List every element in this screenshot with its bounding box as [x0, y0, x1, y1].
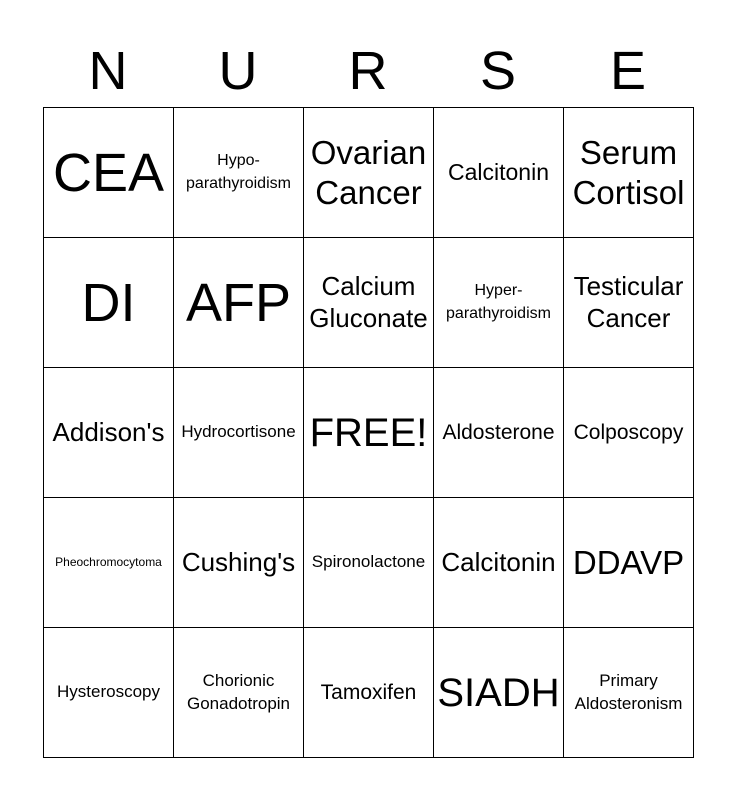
bingo-cell[interactable]	[304, 498, 434, 628]
bingo-cell[interactable]	[44, 628, 174, 758]
bingo-cell[interactable]	[564, 628, 694, 758]
bingo-cell[interactable]	[44, 108, 174, 238]
cell-label: Testicular Cancer	[573, 270, 684, 333]
cell-label: Spironolactone	[311, 552, 426, 572]
cell-label: AFP	[185, 272, 292, 333]
cell-label: Chorionic Gonadotropin	[186, 671, 291, 713]
cell-label: Hydrocortisone	[181, 422, 296, 442]
bingo-cell[interactable]	[304, 628, 434, 758]
bingo-header	[43, 40, 693, 102]
bingo-cell[interactable]	[44, 238, 174, 368]
cell-label: Hysteroscopy	[57, 682, 160, 702]
bingo-cell[interactable]	[174, 498, 304, 628]
bingo-cell[interactable]	[44, 368, 174, 498]
bingo-cell[interactable]	[174, 238, 304, 368]
header-letter-e: E	[609, 41, 647, 101]
cell-label: Cushing's	[181, 546, 296, 577]
header-letter-s: S	[479, 41, 517, 101]
cell-label: CEA	[52, 142, 165, 203]
bingo-cell[interactable]	[434, 108, 564, 238]
bingo-cell[interactable]	[44, 498, 174, 628]
cell-label: Colposcopy	[573, 420, 684, 444]
free-space-label: FREE!	[309, 410, 428, 455]
cell-label: Calcitonin	[448, 159, 549, 186]
cell-label: Calcium Gluconate	[309, 270, 428, 333]
bingo-free-cell[interactable]	[304, 368, 434, 498]
bingo-cell[interactable]	[304, 108, 434, 238]
cell-label: DDAVP	[572, 543, 685, 581]
bingo-cell[interactable]	[434, 368, 564, 498]
cell-label: Calcitonin	[441, 546, 556, 577]
cell-label: SIADH	[437, 670, 560, 715]
header-letter-n: N	[88, 41, 128, 101]
cell-label: Serum Cortisol	[572, 133, 685, 211]
bingo-cell[interactable]	[564, 238, 694, 368]
cell-label: Ovarian Cancer	[310, 133, 427, 211]
header-letter-r: R	[348, 41, 388, 101]
cell-label: Hyper- parathyroidism	[446, 282, 551, 322]
bingo-cell[interactable]	[564, 108, 694, 238]
bingo-cell[interactable]	[434, 498, 564, 628]
bingo-cell[interactable]	[304, 238, 434, 368]
bingo-cell[interactable]	[434, 628, 564, 758]
cell-label: Primary Aldosteronism	[574, 671, 683, 713]
header-letter-u: U	[218, 41, 258, 101]
bingo-card-grid	[43, 107, 694, 758]
bingo-cell[interactable]	[174, 628, 304, 758]
cell-label: DI	[81, 272, 136, 333]
cell-label: Pheochromocytoma	[55, 555, 162, 570]
cell-label: Aldosterone	[442, 420, 555, 444]
bingo-cell[interactable]	[434, 238, 564, 368]
bingo-cell[interactable]	[174, 108, 304, 238]
bingo-cell[interactable]	[564, 498, 694, 628]
bingo-cell[interactable]	[174, 368, 304, 498]
cell-label: Hypo- parathyroidism	[186, 152, 291, 192]
cell-label: Tamoxifen	[320, 680, 417, 704]
cell-label: Addison's	[52, 416, 165, 447]
bingo-cell[interactable]	[564, 368, 694, 498]
